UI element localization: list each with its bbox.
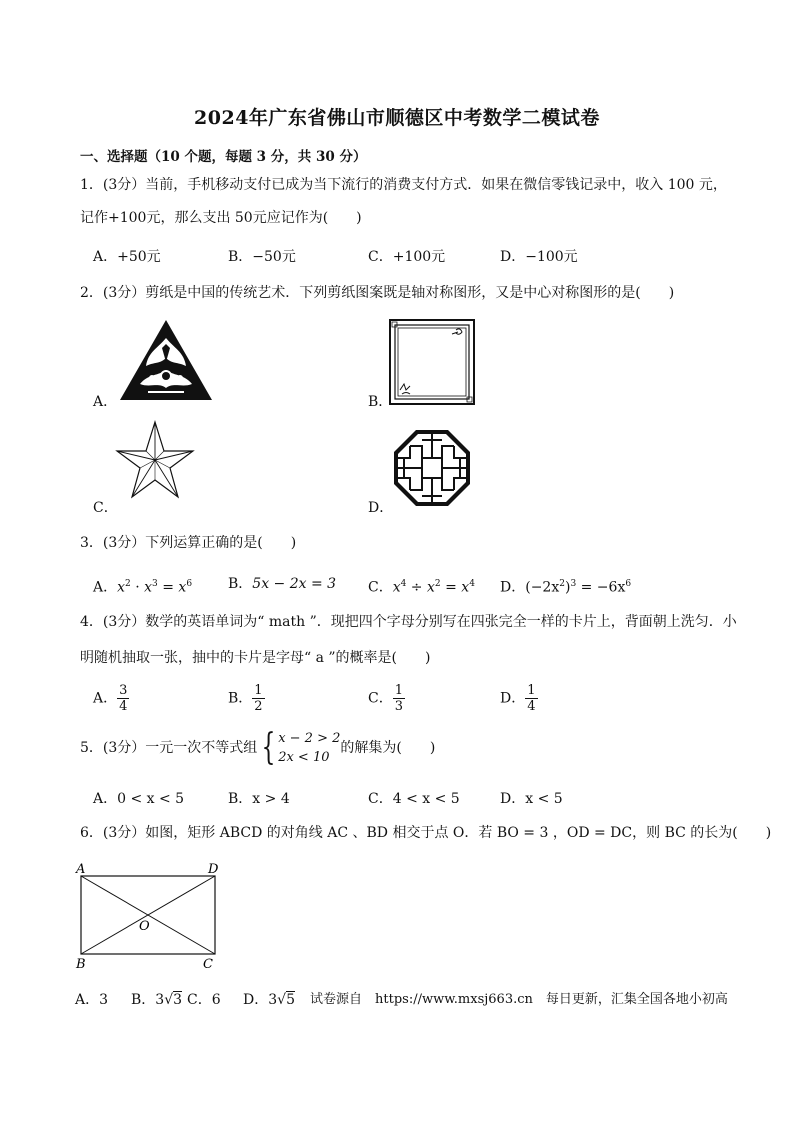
q4-option-b: B． $\frac{1}{2}$ (228, 683, 263, 714)
question-3-text: 3．(3分）下列运算正确的是( ) (80, 535, 297, 551)
q2-label-d: D． (368, 500, 394, 516)
question-5-text: 5．(3分）一元一次不等式组 { x − 2 > 2 2x < 10 的解集为( ) (80, 727, 436, 768)
question-2-text: 2．(3分）剪纸是中国的传统艺术．下列剪纸图案既是轴对称图形，又是中心对称图形的是( ) (80, 285, 675, 301)
q4-option-a: A． $\frac{3}{4}$ (93, 683, 128, 714)
question-4-line-2: 明随机抽取一张，抽中的卡片是字母“ a ”的概率是( ) (80, 650, 431, 666)
q6-option-b: B．3√3 (131, 992, 183, 1008)
q3-option-d: D．$(-2x^2)^3 = -6x^6$ (500, 579, 632, 596)
rectangle-diagonals-figure (72, 860, 232, 972)
q5-option-c: C．4 < x < 5 (368, 791, 460, 807)
q3-option-b: B．5x − 2x = 3 (228, 576, 337, 592)
papercut-octagon-lattice-figure (392, 428, 472, 508)
q1-option-d: D．−100元 (500, 249, 578, 265)
section-heading: 一、选择题（10 个题，每题 3 分，共 30 分） (80, 149, 367, 165)
q4-option-d: D． $\frac{1}{4}$ (500, 683, 536, 714)
papercut-star-figure (115, 420, 195, 500)
question-1-line-2: 记作+100元，那么支出 50元应记作为( ) (80, 210, 362, 226)
q3-option-c: C．$x^4 \div x^2 = x^4$ (368, 579, 475, 596)
papercut-square-frame-figure (388, 318, 478, 406)
q6-option-d: D．3√5 (243, 992, 295, 1008)
q2-label-c: C． (93, 500, 118, 516)
point-label-o: O (139, 919, 150, 934)
question-4-line-1: 4．(3分）数学的英语单词为“ math ”．现把四个字母分别写在四张完全一样的卡片上，背面朝上洗匀．小 (80, 614, 737, 630)
q4-option-c: C． $\frac{1}{3}$ (368, 683, 403, 714)
q1-option-a: A．+50元 (93, 249, 161, 265)
papercut-triangle-figure (118, 318, 214, 402)
point-label-c: C (203, 957, 213, 972)
point-label-a: A (76, 862, 86, 877)
point-label-b: B (76, 957, 86, 972)
question-1-line-1: 1．(3分）当前，手机移动支付已成为当下流行的消费支付方式．如果在微信零钱记录中，收入 100 元， (80, 177, 727, 193)
q5-option-b: B．x > 4 (228, 791, 290, 807)
q5-option-a: A．0 < x < 5 (93, 791, 185, 807)
q1-option-c: C．+100元 (368, 249, 446, 265)
point-label-d: D (208, 862, 219, 877)
q3-option-a: A．$x^2 \cdot x^3 = x^6$ (93, 579, 193, 596)
page-title: 2024年广东省佛山市顺德区中考数学二模试卷 (194, 107, 600, 129)
q1-option-b: B．−50元 (228, 249, 296, 265)
question-6-text: 6．(3分）如图，矩形 ABCD 的对角线 AC 、BD 相交于点 O．若 BO = 3 ，OD = DC，则 BC 的长为( ) (80, 825, 772, 841)
q6-option-a: A．3 (75, 992, 109, 1008)
inequality-system: { x − 2 > 2 2x < 10 (261, 727, 341, 768)
q2-label-b: B． (368, 394, 393, 410)
q6-option-c: C．6 (187, 992, 221, 1008)
source-footer-text: 试卷源自 https://www.mxsj663.cn 每日更新，汇集全国各地小初高 (310, 992, 728, 1007)
q2-label-a: A． (93, 394, 118, 410)
q5-option-d: D．x < 5 (500, 791, 563, 807)
